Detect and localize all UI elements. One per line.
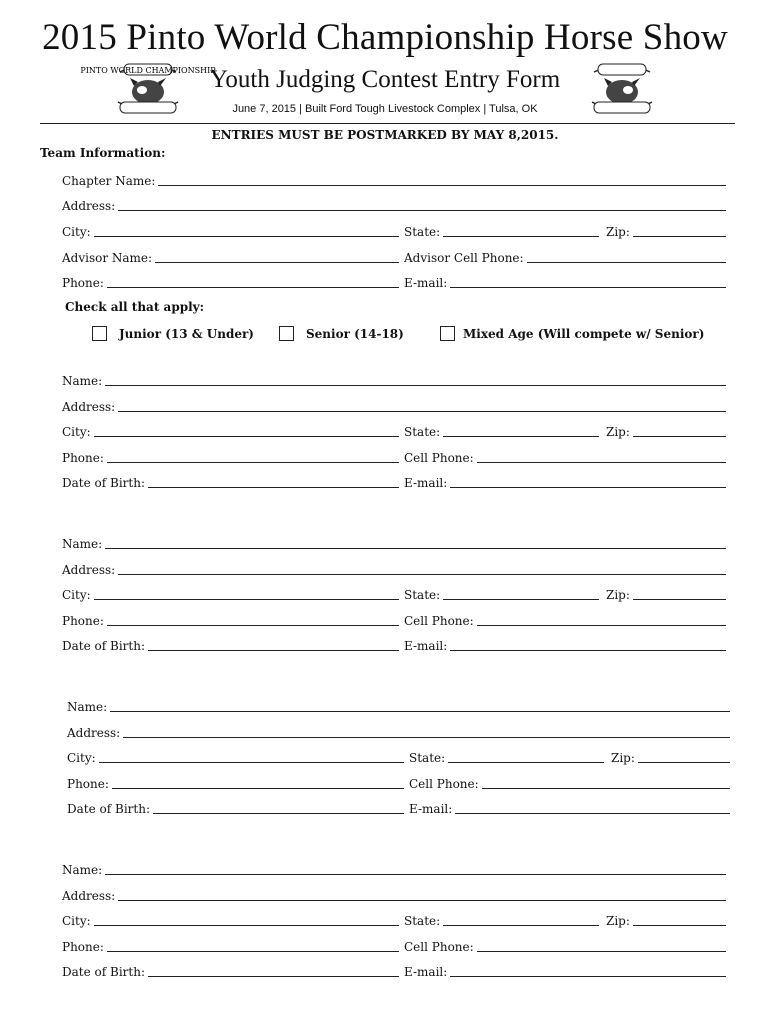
team-zip-field[interactable] xyxy=(606,223,726,239)
member-1-dob-label: Date of Birth: xyxy=(62,476,145,490)
member-2-city-label: City: xyxy=(62,588,91,602)
member-2-name-field[interactable] xyxy=(62,535,726,551)
member-4-address-label: Address: xyxy=(62,889,116,903)
member-4-zip-label: Zip: xyxy=(606,914,630,928)
member-2-cell-phone-label: Cell Phone: xyxy=(404,614,474,628)
member-3-zip-field[interactable] xyxy=(611,749,730,765)
member-4-cell-phone-field[interactable] xyxy=(404,938,726,954)
event-dateline: June 7, 2015 | Built Ford Tough Livestock Complex | Tulsa, OK xyxy=(232,103,538,115)
check-all-heading: Check all that apply: xyxy=(65,300,205,314)
team-address-field[interactable] xyxy=(62,197,726,213)
member-2-city-field[interactable] xyxy=(62,586,399,602)
member-2-address-field[interactable] xyxy=(62,561,726,577)
member-1-address-label: Address: xyxy=(62,400,116,414)
member-2-dob-field[interactable] xyxy=(62,637,399,653)
member-3-phone-label: Phone: xyxy=(67,777,109,791)
member-3-city-label: City: xyxy=(67,751,96,765)
member-4-state-label: State: xyxy=(404,914,441,928)
member-1-phone-field[interactable] xyxy=(62,449,399,465)
member-2-state-field[interactable] xyxy=(404,586,599,602)
team-city-label: City: xyxy=(62,225,91,239)
member-3-state-field[interactable] xyxy=(409,749,604,765)
team-phone-label: Phone: xyxy=(62,276,104,290)
team-zip-label: Zip: xyxy=(606,225,630,239)
member-4-dob-label: Date of Birth: xyxy=(62,965,145,979)
member-1-city-label: City: xyxy=(62,425,91,439)
member-3-dob-field[interactable] xyxy=(67,800,404,816)
team-state-label: State: xyxy=(404,225,441,239)
member-4-address-field[interactable] xyxy=(62,887,726,903)
member-3-city-field[interactable] xyxy=(67,749,404,765)
member-1-name-field[interactable] xyxy=(62,372,726,388)
member-1-dob-field[interactable] xyxy=(62,474,399,490)
header-rule xyxy=(40,123,735,124)
senior-label: Senior (14-18) xyxy=(306,326,404,341)
advisor-name-label: Advisor Name: xyxy=(62,251,153,265)
mixed-age-label: Mixed Age (Will compete w/ Senior) xyxy=(463,326,705,341)
member-2-dob-label: Date of Birth: xyxy=(62,639,145,653)
junior-label: Junior (13 & Under) xyxy=(119,326,254,341)
team-email-label: E-mail: xyxy=(404,276,448,290)
member-4-phone-label: Phone: xyxy=(62,940,104,954)
member-1-cell-phone-label: Cell Phone: xyxy=(404,451,474,465)
member-3-cell-phone-label: Cell Phone: xyxy=(409,777,479,791)
member-1-city-field[interactable] xyxy=(62,423,399,439)
member-3-zip-label: Zip: xyxy=(611,751,635,765)
member-3-cell-phone-field[interactable] xyxy=(409,775,730,791)
member-1-zip-field[interactable] xyxy=(606,423,726,439)
member-4-email-label: E-mail: xyxy=(404,965,448,979)
chapter-name-label: Chapter Name: xyxy=(62,174,156,188)
member-3-name-label: Name: xyxy=(67,700,108,714)
junior-option[interactable] xyxy=(92,326,254,341)
member-3-address-field[interactable] xyxy=(67,724,730,740)
member-4-email-field[interactable] xyxy=(404,963,726,979)
team-city-field[interactable] xyxy=(62,223,399,239)
member-3-state-label: State: xyxy=(409,751,446,765)
member-3-email-label: E-mail: xyxy=(409,802,453,816)
team-phone-field[interactable] xyxy=(62,274,399,290)
member-1-phone-label: Phone: xyxy=(62,451,104,465)
senior-checkbox[interactable] xyxy=(279,326,294,341)
member-4-phone-field[interactable] xyxy=(62,938,399,954)
senior-option[interactable] xyxy=(279,326,404,341)
member-4-name-field[interactable] xyxy=(62,861,726,877)
team-address-label: Address: xyxy=(62,199,116,213)
member-4-dob-field[interactable] xyxy=(62,963,399,979)
member-4-cell-phone-label: Cell Phone: xyxy=(404,940,474,954)
member-3-phone-field[interactable] xyxy=(67,775,404,791)
member-3-email-field[interactable] xyxy=(409,800,730,816)
member-1-state-label: State: xyxy=(404,425,441,439)
form-title: 2015 Pinto World Championship Horse Show xyxy=(42,17,728,58)
member-2-cell-phone-field[interactable] xyxy=(404,612,726,628)
team-state-field[interactable] xyxy=(404,223,599,239)
member-4-city-label: City: xyxy=(62,914,91,928)
advisor-cell-label: Advisor Cell Phone: xyxy=(404,251,524,265)
member-1-state-field[interactable] xyxy=(404,423,599,439)
member-2-zip-label: Zip: xyxy=(606,588,630,602)
member-1-email-field[interactable] xyxy=(404,474,726,490)
form-subtitle: Youth Judging Contest Entry Form xyxy=(209,66,561,93)
member-3-address-label: Address: xyxy=(67,726,121,740)
member-2-state-label: State: xyxy=(404,588,441,602)
team-info-heading: Team Information: xyxy=(40,146,166,160)
member-2-phone-field[interactable] xyxy=(62,612,399,628)
chapter-name-field[interactable] xyxy=(62,172,726,188)
member-2-phone-label: Phone: xyxy=(62,614,104,628)
member-4-zip-field[interactable] xyxy=(606,912,726,928)
member-2-email-label: E-mail: xyxy=(404,639,448,653)
member-1-zip-label: Zip: xyxy=(606,425,630,439)
member-1-email-label: E-mail: xyxy=(404,476,448,490)
member-2-name-label: Name: xyxy=(62,537,103,551)
member-4-name-label: Name: xyxy=(62,863,103,877)
member-4-state-field[interactable] xyxy=(404,912,599,928)
mixed-age-checkbox[interactable] xyxy=(440,326,455,341)
member-1-cell-phone-field[interactable] xyxy=(404,449,726,465)
deadline-notice: ENTRIES MUST BE POSTMARKED BY MAY 8,2015. xyxy=(211,128,559,142)
member-2-email-field[interactable] xyxy=(404,637,726,653)
member-3-dob-label: Date of Birth: xyxy=(67,802,150,816)
advisor-name-field[interactable] xyxy=(62,249,399,265)
team-email-field[interactable] xyxy=(404,274,726,290)
logo-lettering: PINTO WORLD CHAMPIONSHIP xyxy=(80,66,216,75)
member-4-city-field[interactable] xyxy=(62,912,399,928)
member-1-name-label: Name: xyxy=(62,374,103,388)
member-1-address-field[interactable] xyxy=(62,398,726,414)
member-2-address-label: Address: xyxy=(62,563,116,577)
member-2-zip-field[interactable] xyxy=(606,586,726,602)
mixed-age-option[interactable] xyxy=(440,326,704,341)
advisor-cell-field[interactable] xyxy=(404,249,726,265)
junior-checkbox[interactable] xyxy=(92,326,107,341)
member-3-name-field[interactable] xyxy=(67,698,730,714)
